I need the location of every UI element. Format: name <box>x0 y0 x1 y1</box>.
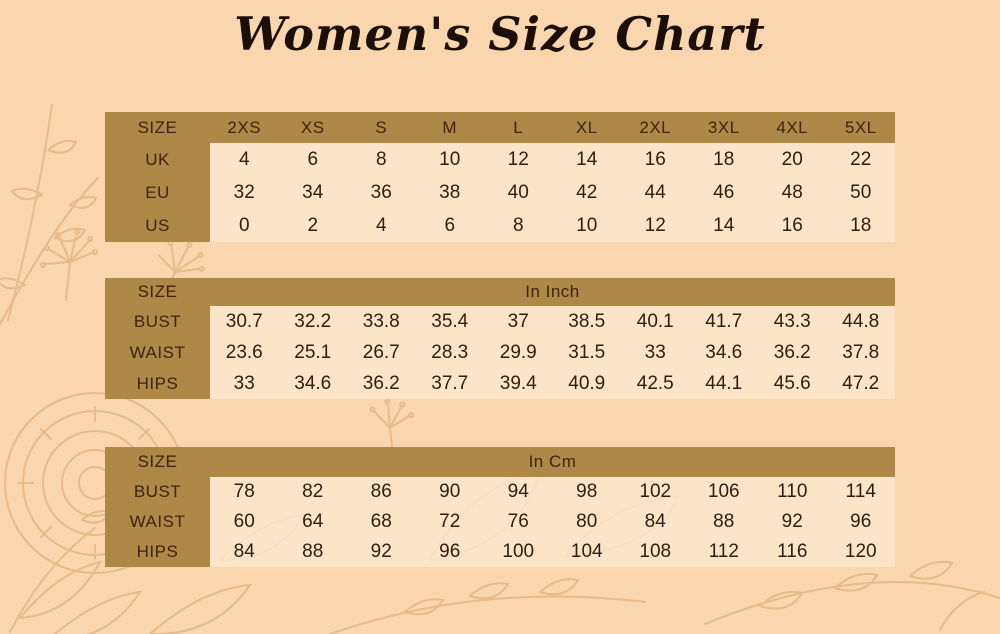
size-conversion-uk-value: 6 <box>279 143 348 176</box>
measurements-cm-waist-value: 92 <box>758 507 827 537</box>
size-conversion-column-header-4xl: 4XL <box>776 117 809 137</box>
size-conversion-uk-value: 22 <box>827 143 896 176</box>
size-conversion-table <box>105 112 895 242</box>
row-label-eu: EU <box>105 176 210 209</box>
size-conversion-size-header-label: SIZE <box>137 117 178 137</box>
measurements-cm-waist-value: 88 <box>690 507 759 537</box>
measurements-inch-bust-value: 41.7 <box>690 306 759 337</box>
measurements-cm-table <box>105 447 895 567</box>
measurements-cm-bust-value: 86 <box>347 477 416 507</box>
size-conversion-us-value: 10 <box>553 209 622 242</box>
row-label-hips: HIPS <box>105 537 210 567</box>
size-conversion-eu-value: 44 <box>621 176 690 209</box>
size-conversion-column-header-xs: XS <box>300 117 325 137</box>
size-conversion-row-uk <box>105 143 895 176</box>
size-conversion-uk-value: 16 <box>621 143 690 176</box>
measurements-inch-hips-value: 37.7 <box>416 368 485 399</box>
measurements-cm-hips-value: 112 <box>690 537 759 567</box>
measurements-cm-waist-value: 60 <box>210 507 279 537</box>
page-title: Women's Size Chart <box>234 7 766 61</box>
measurements-inch-size-header-label: SIZE <box>137 282 178 301</box>
measurements-inch-waist-value: 25.1 <box>279 337 348 368</box>
measurements-cm-row-hips <box>105 537 895 567</box>
measurements-inch-waist-value: 31.5 <box>553 337 622 368</box>
measurements-cm-hips-value: 92 <box>347 537 416 567</box>
size-conversion-us-value: 18 <box>827 209 896 242</box>
measurements-cm-hips-value: 84 <box>210 537 279 567</box>
size-conversion-eu-value: 38 <box>416 176 485 209</box>
measurements-inch-hips-value: 42.5 <box>621 368 690 399</box>
measurements-inch-bust-value: 44.8 <box>827 306 896 337</box>
measurements-cm-hips-value: 104 <box>553 537 622 567</box>
row-label-waist: WAIST <box>105 507 210 537</box>
measurements-inch-hips-value: 40.9 <box>553 368 622 399</box>
measurements-cm-row-bust <box>105 477 895 507</box>
size-conversion-column-header-m: M <box>442 117 458 137</box>
row-label-bust: BUST <box>105 477 210 507</box>
measurements-inch-bust-value: 35.4 <box>416 306 485 337</box>
size-conversion-us-value: 8 <box>484 209 553 242</box>
measurements-cm-waist-value: 76 <box>484 507 553 537</box>
size-conversion-column-header-5xl: 5XL <box>844 117 877 137</box>
measurements-cm-bust-value: 90 <box>416 477 485 507</box>
size-conversion-eu-value: 34 <box>279 176 348 209</box>
size-conversion-uk-value: 12 <box>484 143 553 176</box>
size-conversion-column-header-2xl: 2XL <box>639 117 672 137</box>
measurements-inch-bust-value: 37 <box>484 306 553 337</box>
size-conversion-eu-value: 50 <box>827 176 896 209</box>
size-conversion-us-value: 0 <box>210 209 279 242</box>
size-conversion-us-value: 16 <box>758 209 827 242</box>
size-conversion-row-eu <box>105 176 895 209</box>
measurements-inch-table <box>105 278 895 399</box>
measurements-inch-hips-value: 47.2 <box>827 368 896 399</box>
measurements-inch-bust-value: 33.8 <box>347 306 416 337</box>
row-label-uk: UK <box>105 143 210 176</box>
size-conversion-us-value: 6 <box>416 209 485 242</box>
measurements-inch-hips-value: 45.6 <box>758 368 827 399</box>
size-conversion-uk-value: 8 <box>347 143 416 176</box>
dandelion-icon <box>41 230 97 300</box>
size-conversion-header-row <box>105 112 895 143</box>
measurements-cm-bust-value: 110 <box>758 477 827 507</box>
measurements-inch-unit-header: In Inch <box>525 282 580 301</box>
measurements-cm-bust-value: 78 <box>210 477 279 507</box>
measurements-inch-hips-value: 33 <box>210 368 279 399</box>
size-conversion-us-value: 12 <box>621 209 690 242</box>
size-conversion-column-header-2xs: 2XS <box>227 117 262 137</box>
size-conversion-eu-value: 42 <box>553 176 622 209</box>
measurements-inch-bust-value: 43.3 <box>758 306 827 337</box>
size-conversion-column-header-xl: XL <box>575 117 598 137</box>
size-conversion-eu-value: 32 <box>210 176 279 209</box>
measurements-inch-bust-value: 30.7 <box>210 306 279 337</box>
row-label-hips: HIPS <box>105 368 210 399</box>
measurements-inch-waist-value: 23.6 <box>210 337 279 368</box>
size-conversion-row-us <box>105 209 895 242</box>
measurements-inch-waist-value: 29.9 <box>484 337 553 368</box>
measurements-inch-waist-value: 33 <box>621 337 690 368</box>
measurements-cm-size-header-label: SIZE <box>137 452 178 471</box>
measurements-cm-waist-value: 72 <box>416 507 485 537</box>
measurements-cm-hips-value: 100 <box>484 537 553 567</box>
measurements-cm-row-waist <box>105 507 895 537</box>
size-conversion-uk-value: 4 <box>210 143 279 176</box>
measurements-inch-waist-value: 34.6 <box>690 337 759 368</box>
measurements-inch-header-row <box>105 278 895 306</box>
size-conversion-eu-value: 48 <box>758 176 827 209</box>
row-label-waist: WAIST <box>105 337 210 368</box>
measurements-cm-bust-value: 94 <box>484 477 553 507</box>
row-label-bust: BUST <box>105 306 210 337</box>
size-conversion-uk-value: 20 <box>758 143 827 176</box>
measurements-cm-bust-value: 82 <box>279 477 348 507</box>
measurements-cm-header-row <box>105 447 895 477</box>
measurements-inch-waist-value: 28.3 <box>416 337 485 368</box>
measurements-inch-waist-value: 26.7 <box>347 337 416 368</box>
measurements-inch-hips-value: 44.1 <box>690 368 759 399</box>
size-conversion-uk-value: 14 <box>553 143 622 176</box>
measurements-cm-hips-value: 96 <box>416 537 485 567</box>
measurements-cm-bust-value: 114 <box>827 477 896 507</box>
measurements-cm-hips-value: 116 <box>758 537 827 567</box>
size-conversion-uk-value: 10 <box>416 143 485 176</box>
measurements-cm-hips-value: 88 <box>279 537 348 567</box>
measurements-cm-waist-value: 68 <box>347 507 416 537</box>
measurements-cm-waist-value: 84 <box>621 507 690 537</box>
size-conversion-eu-value: 36 <box>347 176 416 209</box>
measurements-cm-unit-header: In Cm <box>528 452 577 471</box>
measurements-cm-waist-value: 80 <box>553 507 622 537</box>
measurements-inch-hips-value: 36.2 <box>347 368 416 399</box>
measurements-cm-waist-value: 96 <box>827 507 896 537</box>
measurements-inch-hips-value: 34.6 <box>279 368 348 399</box>
size-conversion-us-value: 2 <box>279 209 348 242</box>
measurements-cm-hips-value: 108 <box>621 537 690 567</box>
measurements-inch-row-waist <box>105 337 895 368</box>
size-conversion-us-value: 4 <box>347 209 416 242</box>
size-conversion-column-header-s: S <box>375 117 388 137</box>
size-conversion-column-header-l: L <box>513 117 524 137</box>
measurements-inch-bust-value: 32.2 <box>279 306 348 337</box>
row-label-us: US <box>105 209 210 242</box>
measurements-inch-row-hips <box>105 368 895 399</box>
measurements-inch-waist-value: 37.8 <box>827 337 896 368</box>
size-conversion-eu-value: 40 <box>484 176 553 209</box>
measurements-inch-bust-value: 38.5 <box>553 306 622 337</box>
measurements-cm-bust-value: 106 <box>690 477 759 507</box>
measurements-inch-bust-value: 40.1 <box>621 306 690 337</box>
size-conversion-uk-value: 18 <box>690 143 759 176</box>
measurements-inch-row-bust <box>105 306 895 337</box>
measurements-cm-hips-value: 120 <box>827 537 896 567</box>
size-conversion-us-value: 14 <box>690 209 759 242</box>
measurements-cm-bust-value: 102 <box>621 477 690 507</box>
size-conversion-eu-value: 46 <box>690 176 759 209</box>
size-conversion-column-header-3xl: 3XL <box>707 117 740 137</box>
measurements-cm-waist-value: 64 <box>279 507 348 537</box>
measurements-inch-waist-value: 36.2 <box>758 337 827 368</box>
measurements-cm-bust-value: 98 <box>553 477 622 507</box>
measurements-inch-hips-value: 39.4 <box>484 368 553 399</box>
